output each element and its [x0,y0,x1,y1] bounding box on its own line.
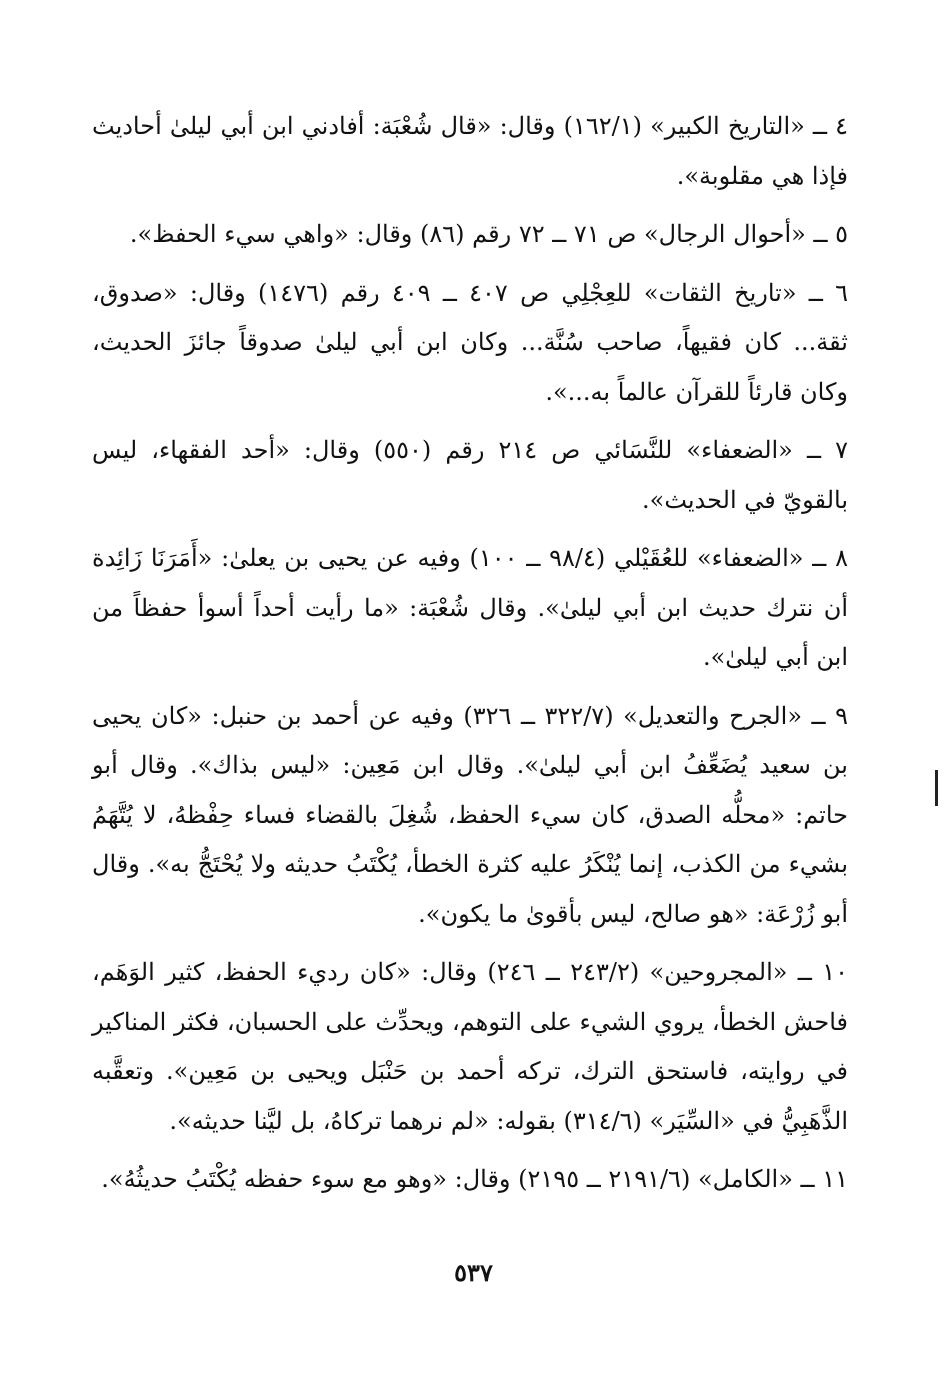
footnote-entry-6: ٦ ــ «تاريخ الثقات» للعِجْلِي ص ٤٠٧ ــ ٤٠٩ رقم (١٤٧٦) وقال: «صدوق، ثقة... كان فقيهاً، صاحب سُنَّة... وكان ابن أبي ليلىٰ صدوقاً جائزَ الحديث، وكان قارئاً للقرآن عالماً به...». [92,278,848,406]
footnote-entry-4: ٤ ــ «التاريخ الكبير» (١٦٢/١) وقال: «قال شُعْبَة: أفادني ابن أبي ليلىٰ أحاديث فإذا هي مقلوبة». [92,112,848,190]
margin-mark [935,770,938,806]
footnote-entry-10: ١٠ ــ «المجروحين» (٢٤٣/٢ ــ ٢٤٦) وقال: «كان رديء الحفظ، كثير الوَهَم، فاحش الخطأ، يروي الشيء على التوهم، ويحدِّث على الحسبان، فكثر المناكير في روايته، فاستحق الترك، تركه أحمد بن حَنْبَل ويحيى بن مَعِين». وتعقَّبه الذَّهَبِيُّ في «السِّيَر» (٣١٤/٦) بقوله: «لم نرهما تركاهُ، بل ليَّنا حديثه». [92,958,848,1135]
footnote-entry-7: ٧ ــ «الضعفاء» للنَّسَائي ص ٢١٤ رقم (٥٥٠) وقال: «أحد الفقهاء، ليس بالقويّ في الحديث». [92,436,849,514]
footnote-entry-5: ٥ ــ «أحوال الرجال» ص ٧١ ــ ٧٢ رقم (٨٦) وقال: «واهي سيء الحفظ». [129,220,848,248]
footnote-entry-11: ١١ ــ «الكامل» (٢١٩١/٦ ــ ٢١٩٥) وقال: «وهو مع سوء حفظه يُكْتَبُ حديثُهُ». [101,1165,848,1193]
page-number: ٥٣٧ [454,1258,493,1287]
footnote-entry-8: ٨ ــ «الضعفاء» للعُقَيْلي (٩٨/٤ ــ ١٠٠) وفيه عن يحيى بن يعلىٰ: «أَمَرَنَا زَائِدة أن نترك حديث ابن أبي ليلىٰ». وقال شُعْبَة: «ما رأيت أحداً أسوأ حفظاً من ابن أبي ليلىٰ». [92,544,848,671]
footnote-entry-9: ٩ ــ «الجرح والتعديل» (٣٢٢/٧ ــ ٣٢٦) وفيه عن أحمد بن حنبل: «كان يحيى بن سعيد يُضَعِّفُ ابن أبي ليلىٰ». وقال ابن مَعِين: «ليس بذاك». وقال أبو حاتم: «محلُّه الصدق، كان سيء الحفظ، شُغِلَ بالقضاء فساء حِفْظهُ، لا يُتَّهَمُ بشيء من الكذب، إنما يُنْكَرُ عليه كثرة الخطأ، يُكْتَبُ حديثه ولا يُحْتَجُّ به». وقال أبو زُرْعَة: «هو صالح، ليس بأقوىٰ ما يكون». [92,701,849,928]
document-page [92,102,848,1214]
